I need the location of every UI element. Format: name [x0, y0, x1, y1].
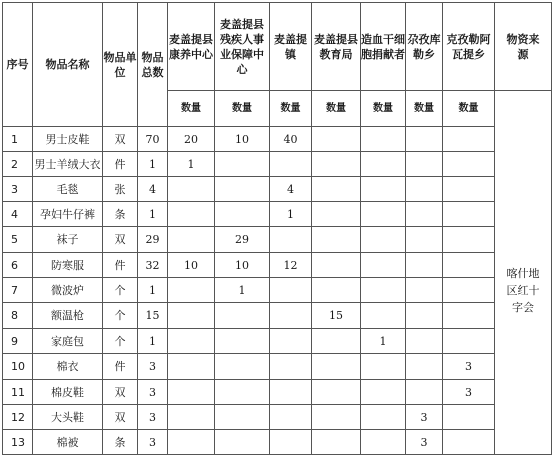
quantity-cell	[215, 354, 270, 380]
quantity-cell	[312, 329, 361, 354]
quantity-cell: 10	[215, 127, 270, 152]
quantity-cell	[406, 177, 443, 202]
header-recipient: 造血干细胞捐献者	[361, 3, 406, 91]
item-name-cell: 棉衣	[33, 354, 103, 380]
unit-cell: 件	[103, 354, 138, 380]
quantity-cell	[361, 430, 406, 455]
table-row	[3, 303, 552, 329]
quantity-cell	[443, 127, 495, 152]
quantity-cell	[361, 127, 406, 152]
quantity-cell: 10	[215, 253, 270, 278]
quantity-cell	[406, 380, 443, 405]
table-row	[3, 405, 552, 430]
source-cell	[495, 127, 552, 455]
unit-cell: 条	[103, 430, 138, 455]
row-number-cell: 13	[3, 430, 33, 455]
quantity-cell	[312, 430, 361, 455]
unit-cell: 双	[103, 227, 138, 253]
quantity-cell	[168, 177, 215, 202]
quantity-cell	[361, 380, 406, 405]
quantity-cell	[270, 278, 312, 303]
quantity-cell	[361, 253, 406, 278]
item-name-cell: 微波炉	[33, 278, 103, 303]
quantity-cell: 12	[270, 253, 312, 278]
header-unit: 物品单位	[103, 3, 138, 127]
total-cell: 1	[138, 329, 168, 354]
quantity-cell	[406, 202, 443, 227]
header-total: 物品总数	[138, 3, 168, 127]
item-name-cell: 孕妇牛仔裤	[33, 202, 103, 227]
header-quantity: 数量	[168, 91, 215, 127]
quantity-cell	[443, 227, 495, 253]
quantity-cell	[406, 354, 443, 380]
quantity-cell	[361, 354, 406, 380]
row-number-cell: 8	[3, 303, 33, 329]
quantity-cell	[270, 303, 312, 329]
table-row	[3, 152, 552, 177]
row-number-cell: 10	[3, 354, 33, 380]
total-cell: 1	[138, 202, 168, 227]
quantity-cell	[270, 152, 312, 177]
quantity-cell	[361, 152, 406, 177]
total-cell: 32	[138, 253, 168, 278]
header-recipient: 尕孜库勒乡	[406, 3, 443, 91]
quantity-cell	[312, 278, 361, 303]
quantity-cell	[270, 380, 312, 405]
quantity-cell	[443, 278, 495, 303]
item-name-cell: 袜子	[33, 227, 103, 253]
quantity-cell	[168, 202, 215, 227]
source-value: 喀什地区红十字会	[506, 266, 540, 314]
quantity-cell: 10	[168, 253, 215, 278]
quantity-cell	[312, 127, 361, 152]
unit-cell: 双	[103, 127, 138, 152]
quantity-cell: 40	[270, 127, 312, 152]
row-number-cell: 2	[3, 152, 33, 177]
quantity-cell	[270, 354, 312, 380]
quantity-cell	[406, 127, 443, 152]
quantity-cell	[361, 177, 406, 202]
item-name-cell: 男士皮鞋	[33, 127, 103, 152]
total-cell: 1	[138, 152, 168, 177]
quantity-cell	[443, 405, 495, 430]
total-cell: 15	[138, 303, 168, 329]
quantity-cell	[215, 303, 270, 329]
quantity-cell: 3	[443, 354, 495, 380]
quantity-cell	[443, 303, 495, 329]
header-quantity: 数量	[312, 91, 361, 127]
unit-cell: 个	[103, 303, 138, 329]
quantity-cell	[443, 329, 495, 354]
quantity-cell	[312, 354, 361, 380]
quantity-cell	[443, 430, 495, 455]
quantity-cell: 3	[443, 380, 495, 405]
unit-cell: 件	[103, 253, 138, 278]
quantity-cell	[312, 177, 361, 202]
table-row	[3, 380, 552, 405]
header-quantity: 数量	[270, 91, 312, 127]
quantity-cell	[361, 405, 406, 430]
quantity-cell	[312, 380, 361, 405]
quantity-cell: 1	[270, 202, 312, 227]
header-quantity: 数量	[361, 91, 406, 127]
header-item-name: 物品名称	[33, 3, 103, 127]
quantity-cell	[406, 329, 443, 354]
quantity-cell: 1	[168, 152, 215, 177]
header-seq: 序号	[3, 3, 33, 127]
quantity-cell	[361, 278, 406, 303]
header-recipient: 麦盖提县康养中心	[168, 3, 215, 91]
quantity-cell: 1	[361, 329, 406, 354]
quantity-cell	[406, 303, 443, 329]
unit-cell: 双	[103, 405, 138, 430]
total-cell: 70	[138, 127, 168, 152]
quantity-cell	[215, 177, 270, 202]
table-row	[3, 177, 552, 202]
unit-cell: 个	[103, 278, 138, 303]
header-quantity: 数量	[406, 91, 443, 127]
row-number-cell: 5	[3, 227, 33, 253]
header-source-blank	[495, 91, 552, 127]
total-cell: 3	[138, 354, 168, 380]
table-row	[3, 430, 552, 455]
total-cell: 1	[138, 278, 168, 303]
item-name-cell: 毛毯	[33, 177, 103, 202]
row-number-cell: 11	[3, 380, 33, 405]
quantity-cell	[312, 405, 361, 430]
quantity-cell	[168, 405, 215, 430]
quantity-cell	[406, 253, 443, 278]
header-recipient: 克孜勒阿瓦提乡	[443, 3, 495, 91]
quantity-cell	[168, 380, 215, 405]
table-row	[3, 127, 552, 152]
quantity-cell	[443, 202, 495, 227]
quantity-cell	[215, 405, 270, 430]
quantity-cell	[312, 227, 361, 253]
quantity-cell: 3	[406, 405, 443, 430]
quantity-cell: 29	[215, 227, 270, 253]
item-name-cell: 额温枪	[33, 303, 103, 329]
quantity-cell	[215, 202, 270, 227]
quantity-cell	[168, 329, 215, 354]
quantity-cell: 15	[312, 303, 361, 329]
table-row	[3, 329, 552, 354]
item-name-cell: 男士羊绒大衣	[33, 152, 103, 177]
quantity-cell	[270, 430, 312, 455]
table-row	[3, 278, 552, 303]
quantity-cell	[406, 152, 443, 177]
total-cell: 3	[138, 405, 168, 430]
quantity-cell: 4	[270, 177, 312, 202]
item-name-cell: 家庭包	[33, 329, 103, 354]
item-name-cell: 棉被	[33, 430, 103, 455]
table-row	[3, 227, 552, 253]
donation-table	[2, 2, 552, 455]
quantity-cell	[215, 329, 270, 354]
quantity-cell	[215, 152, 270, 177]
quantity-cell	[270, 329, 312, 354]
row-number-cell: 3	[3, 177, 33, 202]
quantity-cell	[361, 227, 406, 253]
header-quantity: 数量	[443, 91, 495, 127]
quantity-cell	[168, 227, 215, 253]
quantity-cell	[215, 430, 270, 455]
header-quantity: 数量	[215, 91, 270, 127]
quantity-cell: 1	[215, 278, 270, 303]
quantity-cell	[406, 227, 443, 253]
quantity-cell	[361, 303, 406, 329]
quantity-cell	[361, 202, 406, 227]
quantity-cell	[312, 253, 361, 278]
total-cell: 3	[138, 380, 168, 405]
header-recipient: 麦盖提县教育局	[312, 3, 361, 91]
total-cell: 3	[138, 430, 168, 455]
total-cell: 4	[138, 177, 168, 202]
unit-cell: 件	[103, 152, 138, 177]
quantity-cell	[168, 303, 215, 329]
row-number-cell: 7	[3, 278, 33, 303]
quantity-cell	[168, 278, 215, 303]
row-number-cell: 4	[3, 202, 33, 227]
unit-cell: 个	[103, 329, 138, 354]
quantity-cell	[312, 202, 361, 227]
row-number-cell: 1	[3, 127, 33, 152]
quantity-cell: 20	[168, 127, 215, 152]
quantity-cell	[406, 278, 443, 303]
item-name-cell: 防寒服	[33, 253, 103, 278]
quantity-cell	[270, 227, 312, 253]
item-name-cell: 棉皮鞋	[33, 380, 103, 405]
quantity-cell	[168, 430, 215, 455]
header-recipient: 麦盖提镇	[270, 3, 312, 91]
quantity-cell: 3	[406, 430, 443, 455]
row-number-cell: 6	[3, 253, 33, 278]
quantity-cell	[443, 177, 495, 202]
quantity-cell	[168, 354, 215, 380]
header-source: 物资来源	[495, 3, 552, 91]
total-cell: 29	[138, 227, 168, 253]
table-row	[3, 354, 552, 380]
item-name-cell: 大头鞋	[33, 405, 103, 430]
unit-cell: 张	[103, 177, 138, 202]
row-number-cell: 12	[3, 405, 33, 430]
quantity-cell	[312, 152, 361, 177]
unit-cell: 条	[103, 202, 138, 227]
quantity-cell	[443, 253, 495, 278]
unit-cell: 双	[103, 380, 138, 405]
row-number-cell: 9	[3, 329, 33, 354]
header-recipient: 麦盖提县残疾人事业保障中心	[215, 3, 270, 91]
quantity-cell	[443, 152, 495, 177]
table-row	[3, 253, 552, 278]
quantity-cell	[215, 380, 270, 405]
table-row	[3, 202, 552, 227]
quantity-cell	[270, 405, 312, 430]
